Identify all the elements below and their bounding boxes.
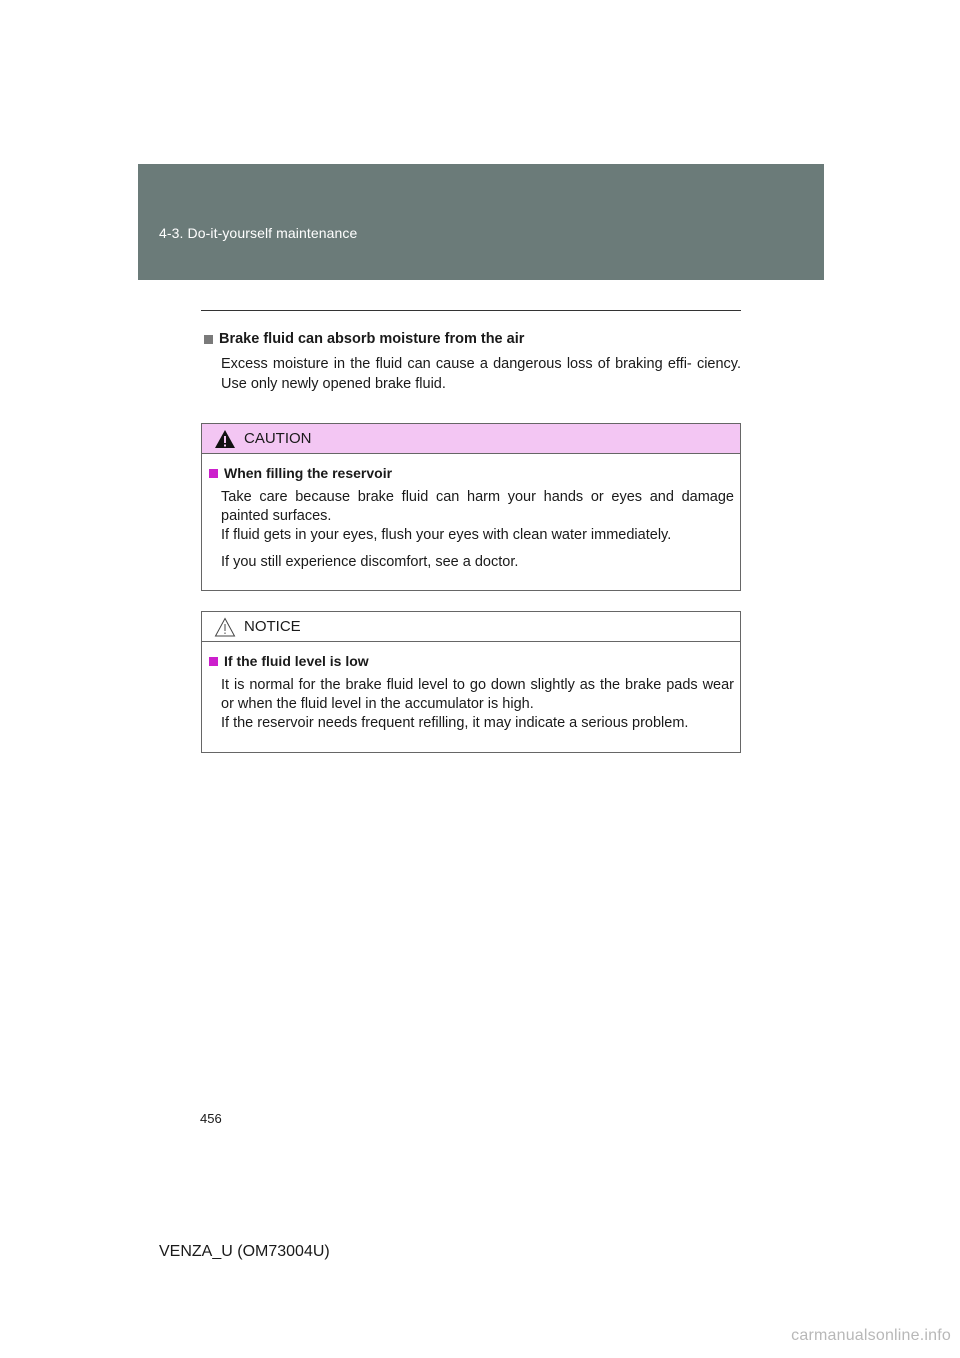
header-band	[138, 164, 824, 280]
section-title: 4-3. Do-it-yourself maintenance	[159, 225, 358, 241]
page-number: 456	[200, 1111, 222, 1126]
topic-block	[201, 330, 741, 394]
caution-heading-text: When filling the reservoir	[224, 465, 393, 481]
topic-heading-text: Brake fluid can absorb moisture from the air	[219, 331, 525, 347]
square-bullet-icon	[209, 657, 218, 666]
watermark: carmanualsonline.info	[791, 1327, 951, 1344]
notice-body	[202, 642, 740, 733]
topic-text: Excess moisture in the fluid can cause a dangerous loss of braking effi- ciency. Use only newly opened brake fluid.	[221, 356, 741, 392]
warning-triangle-filled-icon	[214, 429, 236, 449]
caution-paragraph: Take care because brake fluid can harm your hands or eyes and damage painted surfaces. If fluid gets in your eyes, flush your eyes with clean water immediately.	[221, 489, 734, 543]
notice-box	[201, 611, 741, 753]
notice-header	[202, 612, 740, 642]
square-bullet-icon	[209, 469, 218, 478]
notice-label: NOTICE	[244, 618, 301, 635]
caution-body	[202, 454, 740, 572]
caution-header	[202, 424, 740, 454]
square-bullet-icon	[204, 335, 213, 344]
caution-box	[201, 423, 741, 591]
section-divider	[201, 310, 741, 311]
warning-triangle-outline-icon	[214, 617, 236, 637]
caution-heading	[209, 464, 740, 482]
notice-paragraph: It is normal for the brake fluid level to go down slightly as the brake pads wear or when the fluid level in the accumulator is high. If the reservoir needs frequent refilling, it may indicate a serious problem.	[221, 677, 734, 731]
notice-heading	[209, 652, 740, 670]
notice-heading-text: If the fluid level is low	[224, 653, 369, 669]
manual-code: VENZA_U (OM73004U)	[159, 1243, 330, 1260]
topic-heading	[201, 330, 741, 348]
caution-paragraph: If you still experience discomfort, see a doctor.	[221, 554, 519, 570]
caution-label: CAUTION	[244, 430, 312, 447]
